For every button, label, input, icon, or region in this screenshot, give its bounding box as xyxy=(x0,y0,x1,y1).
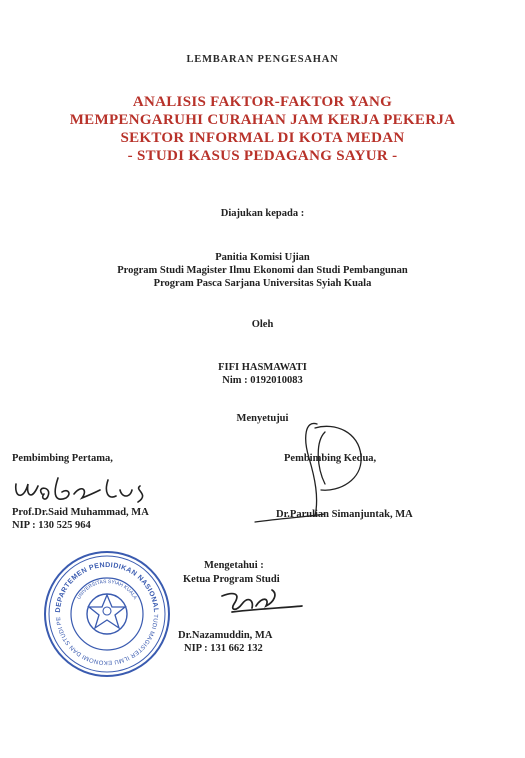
supervisor2-name: Dr.Parulian Simanjuntak, MA xyxy=(276,509,413,520)
title-line: - STUDI KASUS PEDAGANG SAYUR - xyxy=(127,148,398,164)
supervisor1-signature xyxy=(12,472,162,510)
head-nip: NIP : 131 662 132 xyxy=(184,643,263,654)
head-role: Ketua Program Studi xyxy=(183,574,280,585)
by-label: Oleh xyxy=(251,319,274,330)
supervisor1-role: Pembimbing Pertama, xyxy=(12,453,113,464)
title-line: ANALISIS FAKTOR-FAKTOR YANG xyxy=(132,94,393,110)
head-signature xyxy=(212,582,307,622)
supervisor2-role: Pembimbing Kedua, xyxy=(284,453,377,464)
acknowledged-label: Mengetahui : xyxy=(204,560,264,571)
head-info xyxy=(178,629,272,655)
author-name: FIFI HASMAWATI xyxy=(218,362,307,373)
institution-stamp xyxy=(35,541,176,683)
author-nim: Nim : 0192010083 xyxy=(222,375,303,386)
page-heading: LEMBARAN PENGESAHAN xyxy=(186,54,339,65)
supervisor1-name: Prof.Dr.Said Muhammad, MA xyxy=(12,507,149,518)
title-line: MEMPENGARUHI CURAHAN JAM KERJA PEKERJA xyxy=(69,112,456,128)
thesis-title xyxy=(0,93,525,165)
committee-line: Program Pasca Sarjana Universitas Syiah Kuala xyxy=(153,278,372,289)
submitted-to-label: Diajukan kepada : xyxy=(220,208,305,219)
approved-label: Menyetujui xyxy=(236,413,289,424)
supervisor1-nip: NIP : 130 525 964 xyxy=(12,520,91,531)
author-block xyxy=(0,361,525,387)
title-line: SEKTOR INFORMAL DI KOTA MEDAN xyxy=(120,130,405,146)
committee-line: Program Studi Magister Ilmu Ekonomi dan Studi Pembangunan xyxy=(117,265,408,276)
svg-text:PROGRAM STUDI MAGISTER ILMU EK: PROGRAM STUDI MAGISTER ILMU EKONOMI DAN STUDI PEMBANGUNAN xyxy=(35,541,159,666)
supervisor1-info xyxy=(12,506,149,532)
svg-text:UNIVERSITAS SYIAH KUALA: UNIVERSITAS SYIAH KUALA xyxy=(76,578,138,601)
committee-block xyxy=(0,251,525,290)
svg-text:DEPARTEMEN PENDIDIKAN NASIONAL: DEPARTEMEN PENDIDIKAN NASIONAL xyxy=(54,561,160,613)
head-name: Dr.Nazamuddin, MA xyxy=(178,630,273,641)
committee-line: Panitia Komisi Ujian xyxy=(215,252,310,263)
